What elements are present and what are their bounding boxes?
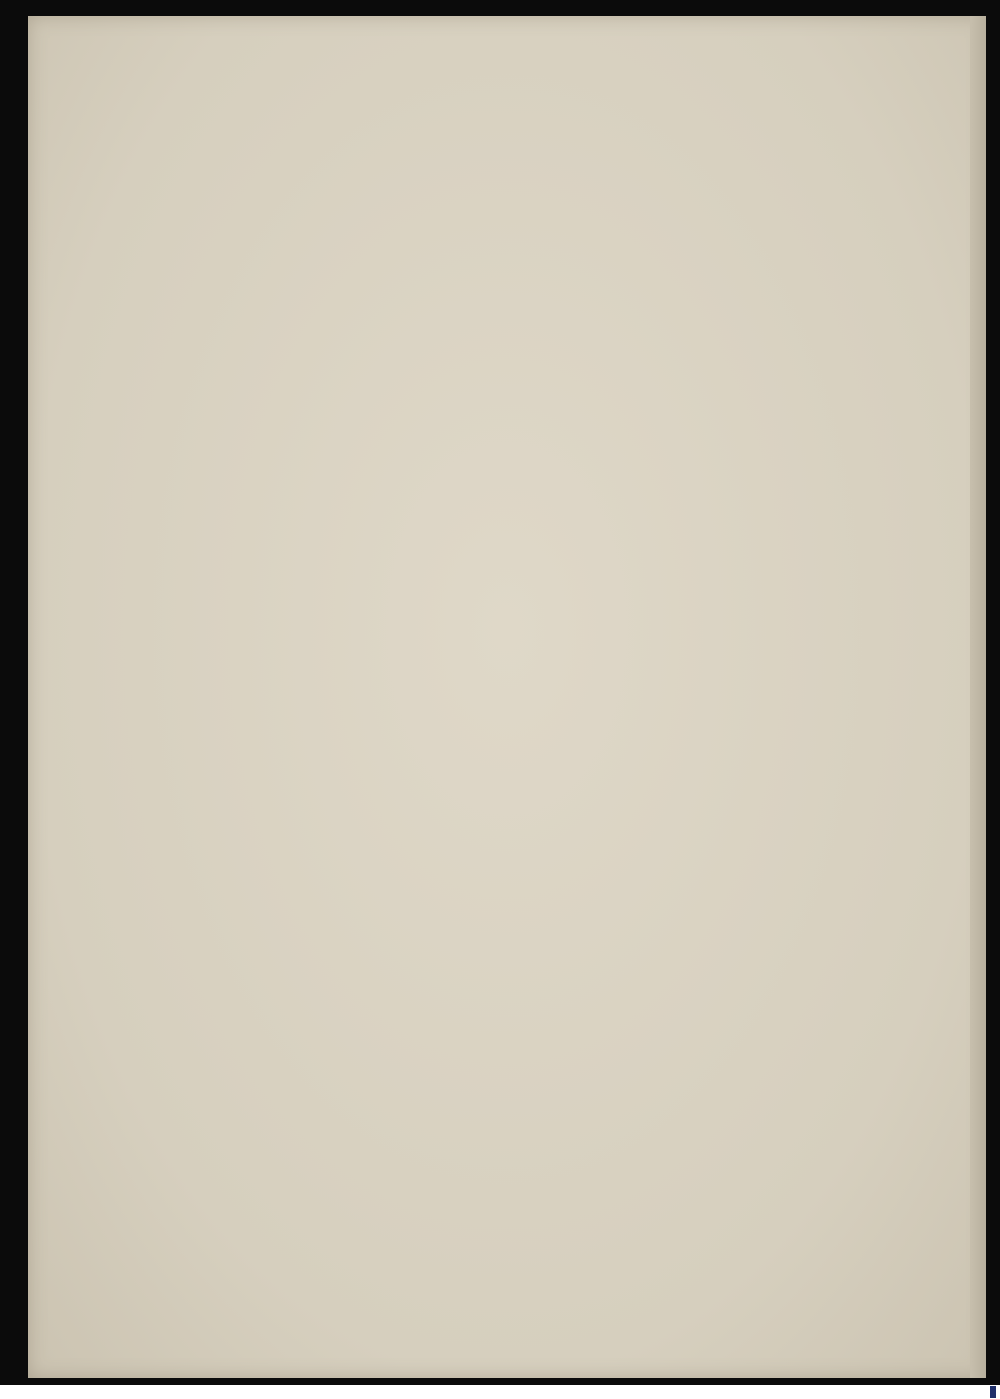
section-heading-ix bbox=[250, 211, 940, 242]
catchword bbox=[250, 272, 940, 303]
text-column bbox=[250, 144, 940, 302]
digitization-footer bbox=[0, 1385, 1000, 1399]
book-page bbox=[28, 16, 986, 1378]
section-heading-x bbox=[250, 241, 940, 272]
dfg-logo bbox=[990, 1386, 996, 1398]
page-header bbox=[260, 144, 940, 180]
section-heading-viii bbox=[250, 180, 940, 211]
page-edge bbox=[970, 16, 986, 1378]
